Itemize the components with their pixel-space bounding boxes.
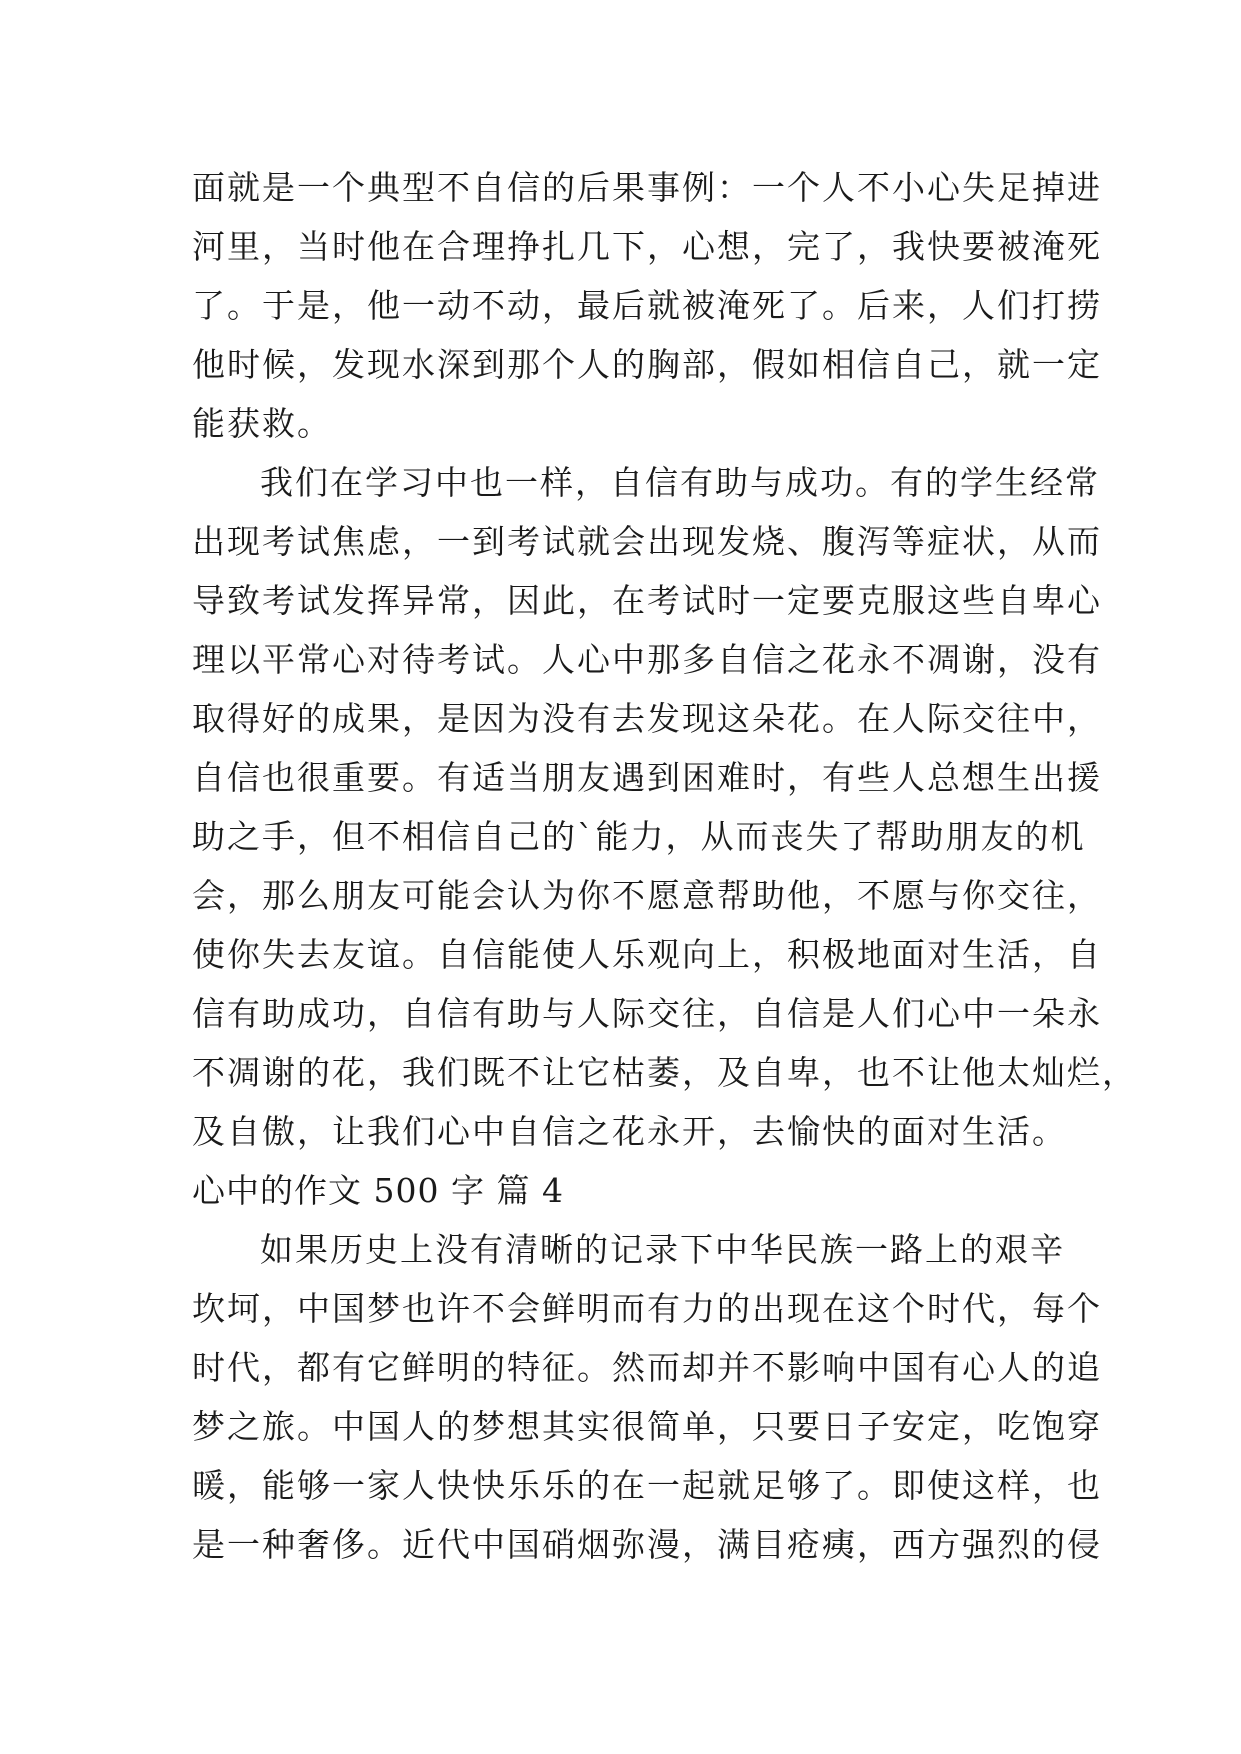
text-line: 是一种奢侈。近代中国硝烟弥漫，满目疮痍，西方强烈的侵 — [192, 1525, 1102, 1564]
text-line: 能获救。 — [192, 404, 332, 443]
text-line: 如果历史上没有清晰的记录下中华民族一路上的艰辛 — [260, 1230, 1065, 1269]
text-line: 自信也很重要。有适当朋友遇到困难时，有些人总想生出援 — [192, 758, 1102, 797]
document-body — [192, 158, 1137, 1574]
section-heading: 心中的作文 500 字 篇 4 — [192, 1171, 564, 1210]
text-line: 梦之旅。中国人的梦想其实很简单，只要日子安定，吃饱穿 — [192, 1407, 1102, 1446]
text-line: 他时候，发现水深到那个人的胸部，假如相信自己，就一定 — [192, 345, 1102, 384]
text-line: 及自傲，让我们心中自信之花永开，去愉快的面对生活。 — [192, 1112, 1067, 1151]
text-line: 河里，当时他在合理挣扎几下，心想，完了，我快要被淹死 — [192, 227, 1102, 266]
text-line: 坎坷，中国梦也许不会鲜明而有力的出现在这个时代，每个 — [192, 1289, 1102, 1328]
text-line: 使你失去友谊。自信能使人乐观向上，积极地面对生活，自 — [192, 935, 1102, 974]
text-line: 暖，能够一家人快快乐乐的在一起就足够了。即使这样，也 — [192, 1466, 1102, 1505]
paragraph-confidence-in-study — [192, 453, 1137, 1161]
text-line: 时代，都有它鲜明的特征。然而却并不影响中国有心人的追 — [192, 1348, 1102, 1387]
text-line: 出现考试焦虑，一到考试就会出现发烧、腹泻等症状，从而 — [192, 522, 1102, 561]
text-line: 信有助成功，自信有助与人际交往，自信是人们心中一朵永 — [192, 994, 1102, 1033]
text-line: 面就是一个典型不自信的后果事例：一个人不小心失足掉进 — [192, 168, 1102, 207]
text-line: 会，那么朋友可能会认为你不愿意帮助他，不愿与你交往， — [192, 876, 1102, 915]
paragraph-continued — [192, 158, 1102, 453]
text-line: 了。于是，他一动不动，最后就被淹死了。后来，人们打捞 — [192, 286, 1102, 325]
paragraph-chinese-dream — [192, 1220, 1102, 1574]
text-line: 理以平常心对待考试。人心中那多自信之花永不凋谢，没有 — [192, 640, 1102, 679]
text-line: 导致考试发挥异常，因此，在考试时一定要克服这些自卑心 — [192, 581, 1102, 620]
text-line: 不凋谢的花，我们既不让它枯萎，及自卑，也不让他太灿烂， — [192, 1053, 1137, 1092]
text-line: 取得好的成果，是因为没有去发现这朵花。在人际交往中， — [192, 699, 1102, 738]
text-line: 助之手，但不相信自己的`能力，从而丧失了帮助朋友的机 — [192, 817, 1086, 856]
text-line: 我们在学习中也一样，自信有助与成功。有的学生经常 — [260, 463, 1100, 502]
